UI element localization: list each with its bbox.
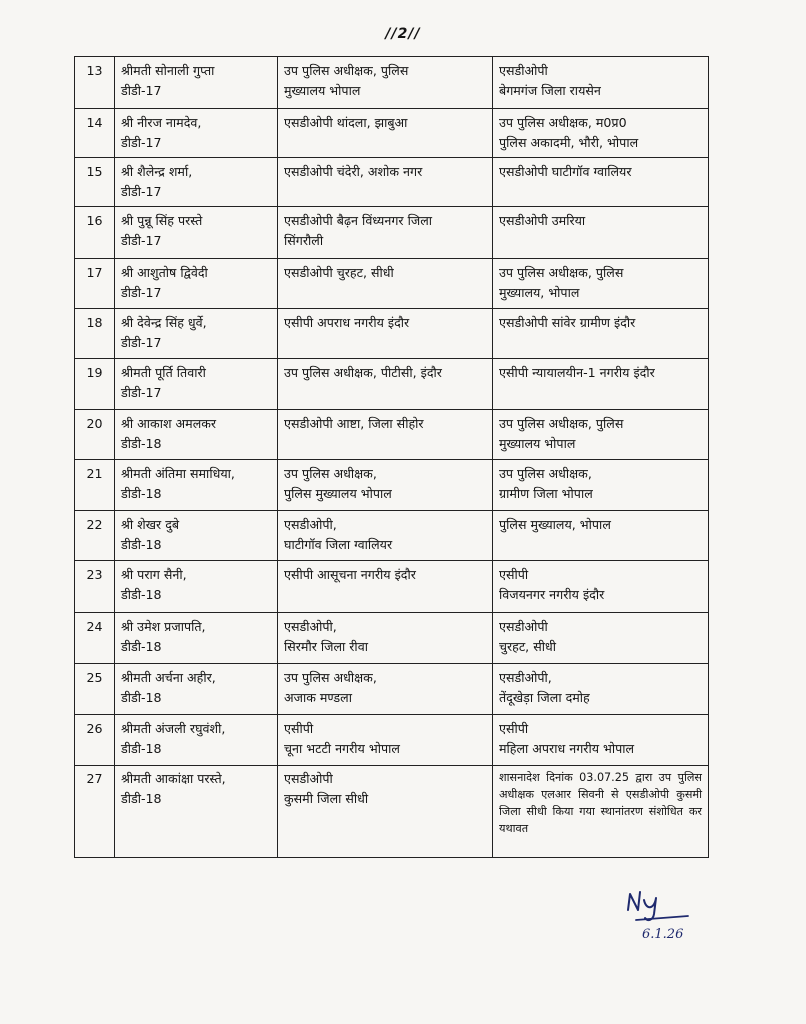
- table-row: [75, 109, 709, 158]
- current-posting-line: घाटीगॉव जिला ग्वालियर: [284, 537, 393, 552]
- current-posting: [278, 664, 493, 715]
- officer-name: [115, 715, 278, 766]
- new-posting: [493, 207, 709, 259]
- table-row: [75, 561, 709, 613]
- current-posting-line: एसीपी अपराध नगरीय इंदौर: [284, 315, 410, 330]
- current-posting-line: एसीपी आसूचना नगरीय इंदौर: [284, 567, 416, 582]
- officer-name-line: श्रीमती पूर्ति तिवारी: [121, 365, 206, 380]
- table-row: [75, 460, 709, 511]
- new-posting-remark: [493, 766, 709, 858]
- handwritten-signature: [618, 880, 718, 942]
- current-posting: [278, 511, 493, 561]
- officer-name: [115, 460, 278, 511]
- remark-text: शासनादेश दिनांक 03.07.25 द्वारा उप पुलिस अधीक्षक एलआर सिवनी से एसडीओपी कुसमी जिला सीधी किया गया स्थानांतरण संशोधित कर यथावत: [499, 771, 702, 835]
- officer-batch: डीडी-18: [121, 741, 162, 756]
- current-posting-line: सिंगरौली: [284, 233, 324, 248]
- serial-number: 17: [75, 259, 115, 309]
- transfer-orders-table: [74, 56, 709, 858]
- new-posting-line: एसीपी: [499, 721, 529, 736]
- table-row: [75, 57, 709, 109]
- new-posting-line: मुख्यालय भोपाल: [499, 436, 576, 451]
- officer-name-line: श्रीमती अंतिमा समाधिया,: [121, 466, 235, 481]
- officer-name-line: श्रीमती अर्चना अहीर,: [121, 670, 216, 685]
- new-posting: [493, 715, 709, 766]
- new-posting: [493, 410, 709, 460]
- officer-batch: डीडी-17: [121, 184, 162, 199]
- new-posting: [493, 359, 709, 410]
- new-posting: [493, 109, 709, 158]
- officer-name-line: श्री पराग सैनी,: [121, 567, 187, 582]
- officer-batch: डीडी-18: [121, 587, 162, 602]
- current-posting: [278, 359, 493, 410]
- officer-batch: डीडी-18: [121, 791, 162, 806]
- serial-number: 15: [75, 158, 115, 207]
- new-posting-line: विजयनगर नगरीय इंदौर: [499, 587, 605, 602]
- new-posting-line: पुलिस अकादमी, भौरी, भोपाल: [499, 135, 639, 150]
- new-posting: [493, 158, 709, 207]
- new-posting-line: एसीपी न्यायालयीन-1 नगरीय इंदौर: [499, 365, 655, 380]
- new-posting-line: एसडीओपी: [499, 619, 548, 634]
- new-posting: [493, 511, 709, 561]
- new-posting: [493, 309, 709, 359]
- current-posting: [278, 410, 493, 460]
- officer-name-line: श्री शेखर दुबे: [121, 517, 180, 532]
- new-posting: [493, 613, 709, 664]
- serial-number: 22: [75, 511, 115, 561]
- serial-number: 13: [75, 57, 115, 109]
- current-posting: [278, 460, 493, 511]
- current-posting: [278, 613, 493, 664]
- new-posting-line: उप पुलिस अधीक्षक, पुलिस: [499, 416, 624, 431]
- new-posting: [493, 460, 709, 511]
- current-posting: [278, 109, 493, 158]
- officer-name: [115, 309, 278, 359]
- officer-name: [115, 511, 278, 561]
- new-posting-line: एसडीओपी उमरिया: [499, 213, 586, 228]
- officer-name-line: श्री आशुतोष द्विवेदी: [121, 265, 208, 280]
- new-posting-line: एसडीओपी घाटीगॉव ग्वालियर: [499, 164, 632, 179]
- current-posting-line: एसडीओपी आष्टा, जिला सीहोर: [284, 416, 424, 431]
- current-posting-line: एसडीओपी: [284, 771, 333, 786]
- current-posting: [278, 57, 493, 109]
- current-posting: [278, 158, 493, 207]
- current-posting-line: उप पुलिस अधीक्षक, पीटीसी, इंदौर: [284, 365, 442, 380]
- current-posting-line: एसडीओपी थांदला, झाबुआ: [284, 115, 408, 130]
- serial-number: 21: [75, 460, 115, 511]
- current-posting-line: एसीपी: [284, 721, 314, 736]
- serial-number: 19: [75, 359, 115, 410]
- officer-name: [115, 158, 278, 207]
- new-posting-line: उप पुलिस अधीक्षक, म0प्र0: [499, 115, 627, 130]
- new-posting-line: चुरहट, सीधी: [499, 639, 556, 654]
- officer-name-line: श्री आकाश अमलकर: [121, 416, 217, 431]
- table-row: [75, 715, 709, 766]
- officer-name: [115, 57, 278, 109]
- serial-number: 24: [75, 613, 115, 664]
- officer-batch: डीडी-17: [121, 233, 162, 248]
- current-posting-line: उप पुलिस अधीक्षक, पुलिस: [284, 63, 409, 78]
- officer-name: [115, 410, 278, 460]
- table-row: [75, 309, 709, 359]
- current-posting-line: उप पुलिस अधीक्षक,: [284, 670, 377, 685]
- new-posting: [493, 259, 709, 309]
- officer-name: [115, 207, 278, 259]
- current-posting: [278, 766, 493, 858]
- new-posting: [493, 57, 709, 109]
- officer-batch: डीडी-18: [121, 486, 162, 501]
- current-posting: [278, 715, 493, 766]
- table-row: [75, 613, 709, 664]
- new-posting: [493, 664, 709, 715]
- table-row: [75, 359, 709, 410]
- serial-number: 27: [75, 766, 115, 858]
- new-posting-line: उप पुलिस अधीक्षक,: [499, 466, 592, 481]
- officer-name: [115, 766, 278, 858]
- officer-name-line: श्री शैलेन्द्र शर्मा,: [121, 164, 193, 179]
- officer-batch: डीडी-17: [121, 285, 162, 300]
- table-row: [75, 511, 709, 561]
- serial-number: 18: [75, 309, 115, 359]
- new-posting-line: तेंदूखेड़ा जिला दमोह: [499, 690, 590, 705]
- officer-name-line: श्रीमती अंजली रघुवंशी,: [121, 721, 226, 736]
- new-posting-line: एसडीओपी: [499, 63, 548, 78]
- officer-name: [115, 259, 278, 309]
- serial-number: 16: [75, 207, 115, 259]
- officer-name-line: श्री देवेन्द्र सिंह धुर्वे,: [121, 315, 207, 330]
- page-number: //2//: [385, 26, 421, 42]
- table-row: [75, 158, 709, 207]
- new-posting: [493, 561, 709, 613]
- current-posting: [278, 259, 493, 309]
- current-posting-line: एसडीओपी चुरहट, सीधी: [284, 265, 394, 280]
- current-posting: [278, 561, 493, 613]
- new-posting-line: एसडीओपी सांवेर ग्रामीण इंदौर: [499, 315, 636, 330]
- officer-batch: डीडी-17: [121, 335, 162, 350]
- serial-number: 26: [75, 715, 115, 766]
- officer-name-line: श्री उमेश प्रजापति,: [121, 619, 206, 634]
- new-posting-line: एसडीओपी,: [499, 670, 552, 685]
- current-posting-line: कुसमी जिला सीधी: [284, 791, 369, 806]
- officer-name: [115, 359, 278, 410]
- current-posting-line: एसडीओपी,: [284, 619, 337, 634]
- officer-name: [115, 664, 278, 715]
- serial-number: 14: [75, 109, 115, 158]
- new-posting-line: ग्रामीण जिला भोपाल: [499, 486, 593, 501]
- current-posting: [278, 309, 493, 359]
- new-posting-line: एसीपी: [499, 567, 529, 582]
- officer-batch: डीडी-18: [121, 690, 162, 705]
- current-posting-line: एसडीओपी बैढ़न विंध्यनगर जिला: [284, 213, 432, 228]
- new-posting-line: मुख्यालय, भोपाल: [499, 285, 580, 300]
- officer-name-line: श्री नीरज नामदेव,: [121, 115, 202, 130]
- serial-number: 23: [75, 561, 115, 613]
- officer-batch: डीडी-17: [121, 83, 162, 98]
- officer-name-line: श्री पुन्नू सिंह परस्ते: [121, 213, 203, 228]
- officer-name-line: श्रीमती सोनाली गुप्ता: [121, 63, 215, 78]
- serial-number: 20: [75, 410, 115, 460]
- current-posting-line: एसडीओपी चंदेरी, अशोक नगर: [284, 164, 423, 179]
- current-posting-line: चूना भटटी नगरीय भोपाल: [284, 741, 400, 756]
- new-posting-line: उप पुलिस अधीक्षक, पुलिस: [499, 265, 624, 280]
- serial-number: 25: [75, 664, 115, 715]
- officer-name-line: श्रीमती आकांक्षा परस्ते,: [121, 771, 226, 786]
- table-row: [75, 766, 709, 858]
- table-row: [75, 664, 709, 715]
- officer-batch: डीडी-17: [121, 135, 162, 150]
- new-posting-line: पुलिस मुख्यालय, भोपाल: [499, 517, 611, 532]
- current-posting: [278, 207, 493, 259]
- table-row: [75, 410, 709, 460]
- officer-batch: डीडी-17: [121, 385, 162, 400]
- current-posting-line: अजाक मण्डला: [284, 690, 352, 705]
- table-row: [75, 207, 709, 259]
- current-posting-line: मुख्यालय भोपाल: [284, 83, 361, 98]
- officer-batch: डीडी-18: [121, 639, 162, 654]
- table-row: [75, 259, 709, 309]
- officer-name: [115, 109, 278, 158]
- current-posting-line: सिरमौर जिला रीवा: [284, 639, 368, 654]
- officer-name: [115, 613, 278, 664]
- signature-date: 6.1.26: [642, 927, 684, 942]
- new-posting-line: महिला अपराध नगरीय भोपाल: [499, 741, 635, 756]
- officer-name: [115, 561, 278, 613]
- officer-batch: डीडी-18: [121, 537, 162, 552]
- current-posting-line: उप पुलिस अधीक्षक,: [284, 466, 377, 481]
- officer-batch: डीडी-18: [121, 436, 162, 451]
- current-posting-line: पुलिस मुख्यालय भोपाल: [284, 486, 392, 501]
- current-posting-line: एसडीओपी,: [284, 517, 337, 532]
- new-posting-line: बेगमगंज जिला रायसेन: [499, 83, 601, 98]
